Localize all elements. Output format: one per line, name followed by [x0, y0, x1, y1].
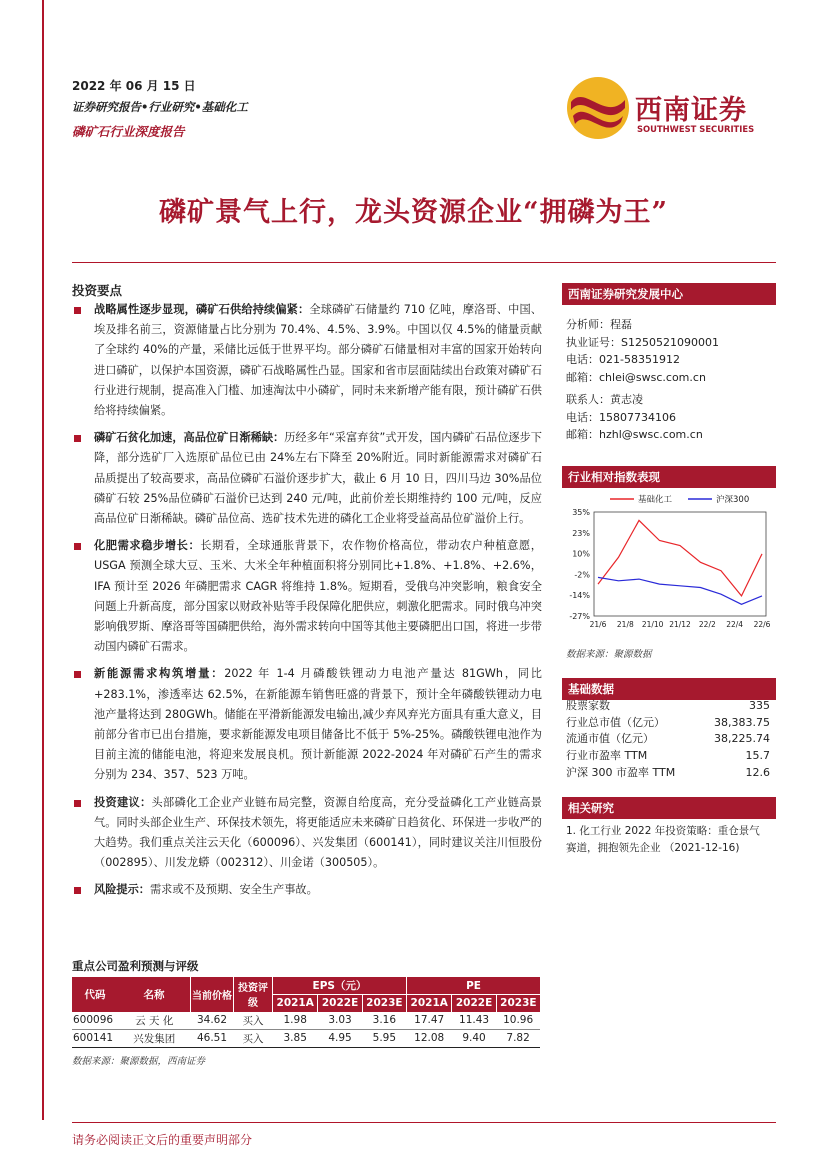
cell-value: 9.40	[462, 1032, 486, 1044]
cell-name: 兴发集团	[133, 1032, 176, 1045]
y-tick-label: 35%	[572, 508, 590, 517]
cell-price: 34.62	[196, 1014, 228, 1026]
related-research-title: 相关研究	[562, 797, 776, 819]
page-title: 磷矿景气上行，龙头资源企业“拥磷为王”	[158, 197, 669, 228]
cell-code: 600096	[73, 1014, 114, 1026]
th-year: 2023E	[496, 995, 540, 1012]
list-item: 股票家数 335	[566, 699, 770, 712]
cell-value: 5.95	[372, 1032, 397, 1044]
left-border-line	[42, 0, 44, 1120]
th-pe: PE	[407, 977, 540, 995]
th-price: 当前价格	[191, 977, 234, 1012]
x-tick-label: 22/2	[698, 620, 716, 629]
legend-label: 基础化工	[638, 495, 673, 505]
cell-value: 7.82	[506, 1032, 530, 1044]
table-row	[72, 1029, 540, 1047]
x-tick-label: 21/10	[641, 620, 664, 629]
cell-value: 1.98	[283, 1014, 307, 1026]
analyst-phone: 电话：021-58351912	[566, 353, 680, 366]
cell-rating: 买入	[242, 1032, 264, 1045]
contact-name: 联系人：黄志凌	[566, 393, 643, 406]
y-tick-label: 10%	[572, 549, 590, 559]
logo-english-text: SOUTHWEST SECURITIES	[637, 124, 755, 134]
forecast-title: 重点公司盈利预测与评级	[72, 959, 199, 973]
th-year: 2021A	[407, 995, 452, 1012]
cell-value: 17.47	[414, 1014, 445, 1026]
legend-label: 沪深300	[716, 495, 750, 505]
x-tick-label: 21/6	[589, 620, 607, 629]
forecast-source: 数据来源：聚源数据，西南证券	[72, 1056, 206, 1067]
th-rating: 投资评级	[234, 977, 273, 1012]
contact-email[interactable]: 邮箱：hzhl@swsc.com.cn	[566, 428, 703, 441]
analyst-license: 执业证号：S1250521090001	[566, 335, 719, 349]
bullet-item: 化肥需求稳步增长：长期看，全球通胀背景下，农作物价格高位，带动农户种植意愿，USGA 预测全球大豆、玉米、大米全年种植面积将分别同比+1.8%、+1.8%、+2.6%，IFA 预计至 2026 年磷肥需求 CAGR 将维持 1.8%。短期看，受俄乌冲突影响，粮食安全问题上升新高度，部分国家以财政补贴等手段保障化肥供应，刺激化肥需求。同时俄乌冲突影响俄罗斯、摩洛哥等国磷肥供给，海外需求转向中国等其他主要磷肥出口国，将进一步带动国内磷矿石需求。	[72, 536, 542, 657]
section-title: 投资要点	[72, 283, 123, 298]
x-tick-label: 22/6	[753, 620, 771, 629]
analyst-info	[566, 316, 719, 386]
contact-phone: 电话：15807734106	[566, 410, 676, 424]
cell-rating: 买入	[242, 1014, 264, 1027]
y-tick-label: -27%	[569, 612, 590, 621]
main-content	[72, 300, 542, 908]
x-tick-label: 21/12	[669, 620, 691, 629]
relative-index-chart	[560, 490, 776, 640]
th-name: 名称	[143, 988, 165, 1001]
table-row	[72, 1012, 540, 1030]
basic-data-title: 基础数据	[562, 678, 776, 700]
th-year: 2022E	[318, 995, 362, 1012]
report-date: 2022 年 06 月 15 日	[72, 79, 196, 93]
list-item: 行业市盈率 TTM 15.7	[566, 749, 770, 763]
y-tick-label: -2%	[574, 570, 590, 580]
chart-title: 行业相对指数表现	[562, 466, 776, 488]
chart-frame	[594, 512, 766, 616]
cell-value: 10.96	[503, 1014, 534, 1026]
side-center-title: 西南证券研究发展中心	[562, 283, 776, 305]
series-line-1	[598, 520, 762, 596]
bullet-item: 战略属性逐步显现，磷矿石供给持续偏紧：全球磷矿石储量约 710 亿吨，摩洛哥、中国、埃及排名前三，资源储量占比分别为 70.4%、4.5%、3.9%。中国以仅 4.5%的储量贡献了全球约 40%的产量，采储比远低于世界平均。部分磷矿石储量相对丰富的国家开始转向进口磷矿，以保护本国资源，磷矿石战略属性凸显。国家和省市层面陆续出台政策对磷矿石行业进行规制，提高准入门槛、加速淘汰中小磷矿，同时未来新增产能有限，预计磷矿石供给将持续偏紧。	[72, 300, 542, 421]
th-year: 2023E	[362, 995, 406, 1012]
logo-text: 西南证券	[635, 95, 747, 126]
y-tick-label: 23%	[572, 528, 590, 538]
bullet-item: 磷矿石贫化加速，高品位矿日渐稀缺：历经多年“采富弃贫”式开发，国内磷矿石品位逐步下降，部分选矿厂入选原矿品位已由 24%左右下降至 20%附近。同时新能源需求对磷矿石品质提出了较高要求，高品位磷矿石溢价逐步扩大，截止 6 月 10 日，四川马边 30%品位磷矿石较 25%品位磷矿石溢价已达到 240 元/吨，此前价差长期维持约 100 元/吨，反应高品位矿日渐稀缺。磷矿品位高、选矿技术先进的磷化工企业将受益高品位矿溢价上行。	[72, 428, 542, 529]
th-year: 2021A	[273, 995, 318, 1012]
list-item: 沪深 300 市盈率 TTM 12.6	[566, 765, 770, 779]
cell-value: 11.43	[459, 1014, 490, 1026]
cell-value: 3.85	[283, 1032, 307, 1044]
analyst-email[interactable]: 邮箱：chlei@swsc.com.cn	[566, 370, 706, 384]
bullet-item: 新能源需求构筑增量：2022 年 1-4 月磷酸铁锂动力电池产量达 81GWh，同比+283.1%，渗透率达 62.5%，在新能源车销售旺盛的背景下，预计全年磷酸铁锂动力电池产量将达到 280GWh。储能在平滑新能源发电输出,减少弃风弃光方面具有重大意义，目前部分省市已出台措施，要求新能源发电项目储备比不低于 5%-25%。磷酸铁锂电池作为目前主流的储能电池，将迎来发展良机。预计新能源 2022-2024 年对磷矿石产生的需求分别为 234、357、523 万吨。	[72, 664, 542, 785]
basic-data-list	[566, 698, 770, 782]
cell-value: 12.08	[414, 1032, 445, 1044]
chart-source: 数据来源：聚源数据	[566, 649, 652, 660]
list-item: 流通市值（亿元） 38,225.74	[566, 732, 770, 746]
y-tick-label: -14%	[569, 591, 590, 601]
th-code: 代码	[84, 988, 106, 1001]
footer-divider	[72, 1122, 776, 1123]
list-item: 行业总市值（亿元） 38,383.75	[566, 715, 770, 729]
company-logo	[565, 74, 770, 144]
footer-disclaimer: 请务必阅读正文后的重要声明部分	[72, 1133, 253, 1147]
cell-code: 600141	[73, 1032, 114, 1044]
cell-value: 3.16	[372, 1014, 397, 1026]
forecast-table	[72, 977, 540, 1048]
logo-emblem-icon	[565, 74, 635, 144]
report-subtitle: 磷矿石行业深度报告	[72, 124, 185, 139]
x-tick-label: 22/4	[726, 620, 744, 629]
cell-price: 46.51	[196, 1032, 228, 1044]
th-eps: EPS（元）	[273, 977, 407, 995]
cell-value: 3.03	[328, 1014, 352, 1026]
analyst-name: 分析师：程磊	[566, 318, 632, 331]
contact-info	[566, 391, 703, 444]
bullet-item: 风险提示：需求或不及预期、安全生产事故。	[72, 880, 542, 900]
x-tick-label: 21/8	[616, 620, 634, 629]
bullet-item: 投资建议：头部磷化工企业产业链布局完整，资源自给度高，充分受益磷化工产业链高景气。同时头部企业生产、环保技术领先，将更能适应未来磷矿日趋贫化、环保进一步收严的大趋势。我们重点关注云天化（600096）、兴发集团（600141），同时建议关注川恒股份（002895）、川发龙蟒（002312）、川金诺（300505）。	[72, 793, 542, 874]
report-category: 证券研究报告•行业研究•基础化工	[72, 100, 248, 114]
cell-value: 4.95	[328, 1032, 352, 1044]
cell-name: 云 天 化	[135, 1014, 174, 1027]
th-year: 2022E	[452, 995, 496, 1012]
related-research-item[interactable]: 1. 化工行业 2022 年投资策略：重仓景气赛道，拥抱领先企业 （2021-12-16)	[566, 825, 760, 854]
title-divider	[72, 262, 776, 263]
